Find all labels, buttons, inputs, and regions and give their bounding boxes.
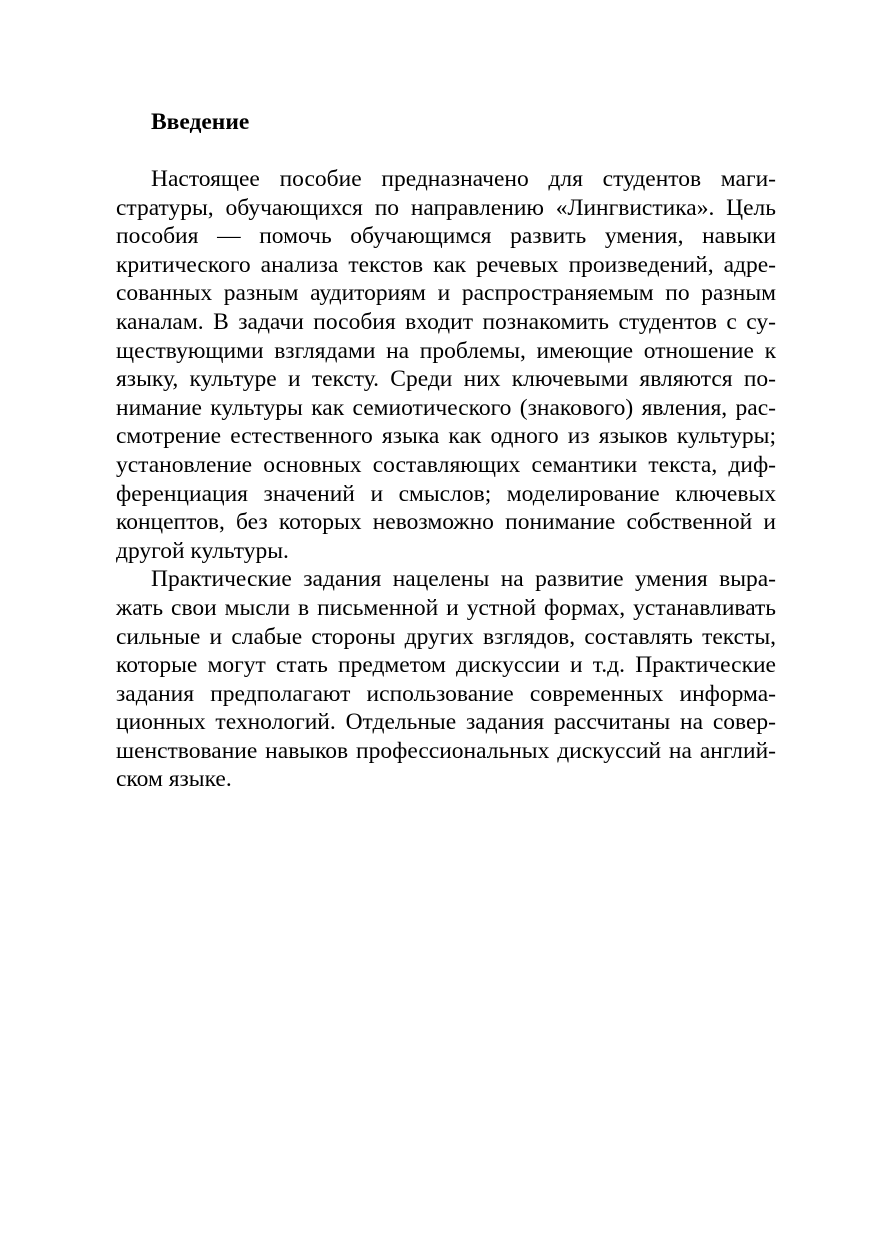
text-line: пособия — помочь обучающимся развить умения, навыки (116, 223, 776, 250)
text-line: критического анализа текстов как речевых произведений, адре- (116, 251, 776, 278)
text-line: сильные и слабые стороны других взглядов, составлять тексты, (116, 623, 776, 650)
text-line: ском языке. (116, 766, 232, 793)
section-heading: Введение (151, 109, 250, 135)
text-line: каналам. В задачи пособия входит познакомить студентов с су- (116, 308, 776, 335)
text-line: концептов, без которых невозможно понимание собственной и (116, 509, 776, 536)
text-line: сованных разным аудиториям и распространяемым по разным (116, 280, 776, 307)
body-text (116, 165, 776, 794)
paragraph-2 (116, 565, 776, 794)
text-line: нимание культуры как семиотического (знакового) явления, рас- (116, 394, 776, 421)
text-line: ществующими взглядами на проблемы, имеющие отношение к (116, 337, 776, 364)
text-line: шенствование навыков профессиональных дискуссий на англий- (116, 737, 776, 764)
text-line: стратуры, обучающихся по направлению «Лингвистика». Цель (116, 194, 776, 221)
text-line: жать свои мысли в письменной и устной формах, устанавливать (116, 594, 776, 621)
text-line: задания предполагают использование современных информа- (116, 680, 776, 707)
text-line: ференциация значений и смыслов; моделирование ключевых (116, 480, 776, 507)
text-line: Настоящее пособие предназначено для студентов маги- (151, 166, 776, 192)
text-line: ционных технологий. Отдельные задания рассчитаны на совер- (116, 709, 776, 736)
paragraph-1 (116, 165, 776, 565)
text-line: другой культуры. (116, 537, 289, 564)
text-line: которые могут стать предметом дискуссии и т.д. Практические (116, 652, 776, 679)
text-line: Практические задания нацелены на развитие умения выра- (151, 566, 776, 593)
text-line: установление основных составляющих семантики текста, диф- (116, 451, 776, 478)
text-line: языку, культуре и тексту. Среди них ключевыми являются по- (116, 366, 776, 393)
text-line: смотрение естественного языка как одного из языков культуры; (116, 423, 776, 450)
